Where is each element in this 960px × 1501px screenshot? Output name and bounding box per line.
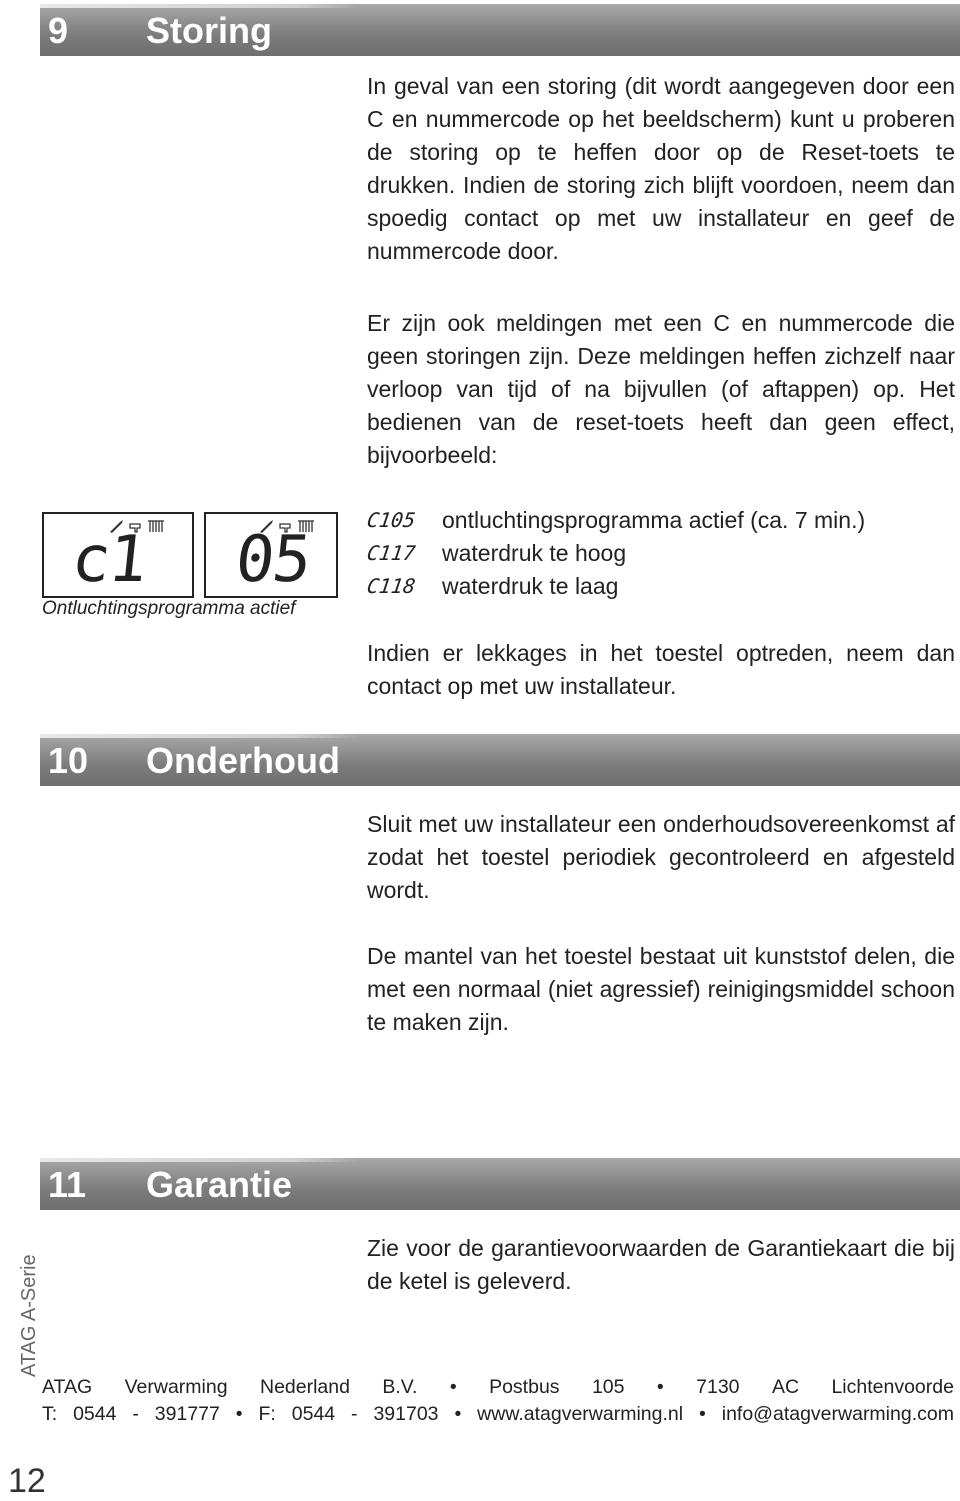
- website-link[interactable]: www.atagverwarming.nl: [477, 1403, 684, 1425]
- lcd-digits: 05: [232, 523, 313, 597]
- footer-word: Lichtenvoorde: [831, 1376, 954, 1398]
- onderhoud-paragraph-2: De mantel van het toestel bestaat uit kunststof delen, die met een normaal (niet agressief) reinigingsmiddel schoon te maken zijn.: [367, 943, 955, 1035]
- section-title: Storing: [146, 10, 272, 51]
- storing-paragraph-1: In geval van een storing (dit wordt aangegeven door een C en nummercode op het beeldscherm) kunt u proberen de storing op te heffen door op de Reset-toets te drukken. Indien de storing zich blijft voordoen, neem dan spoedig contact op met uw installateur en geef de nummercode door.: [367, 73, 955, 264]
- footer-word: -: [132, 1403, 139, 1425]
- code-description: ontluchtingsprogramma actief (ca. 7 min.): [442, 507, 866, 533]
- section-header-storing: [40, 4, 960, 56]
- section-number: 9: [48, 10, 69, 51]
- code-value: C118: [365, 574, 417, 598]
- onderhoud-paragraph-1: Sluit met uw installateur een onderhoudsovereenkomst af zodat het toestel periodiek gecontroleerd en afgesteld wordt.: [367, 811, 955, 903]
- page-number: 12: [8, 1462, 46, 1500]
- code-description: waterdruk te hoog: [442, 540, 627, 566]
- bullet-separator: •: [656, 1376, 664, 1398]
- footer-contact: [42, 1403, 954, 1426]
- bullet-separator: •: [454, 1403, 462, 1425]
- footer-word: 7130: [696, 1376, 740, 1398]
- footer-word: ATAG: [42, 1376, 93, 1398]
- section-number: 11: [48, 1164, 87, 1205]
- footer-word: Nederland: [259, 1376, 350, 1398]
- display-caption: Ontluchtingsprogramma actief: [42, 598, 296, 619]
- footer-word: B.V.: [382, 1376, 418, 1398]
- footer-word: 391777: [154, 1403, 220, 1425]
- footer-word: F:: [258, 1403, 276, 1425]
- footer-word: 391703: [373, 1403, 439, 1425]
- footer-word: T:: [42, 1403, 58, 1425]
- footer-word: AC: [771, 1376, 800, 1398]
- footer-word: -: [351, 1403, 358, 1425]
- bullet-separator: •: [235, 1403, 243, 1425]
- code-value: C105: [365, 508, 417, 532]
- email-link[interactable]: info@atagverwarming.com: [721, 1403, 954, 1425]
- section-number: 10: [48, 740, 89, 781]
- storing-paragraph-2: Er zijn ook meldingen met een C en nummercode die geen storingen zijn. Deze meldingen heffen zichzelf naar verloop van tijd of na bijvullen (of aftappen) op. Het bedienen van de reset-toets heeft dan geen effect, bijvoorbeeld:: [367, 310, 955, 468]
- garantie-paragraph: Zie voor de garantievoorwaarden de Garantiekaart die bij de ketel is geleverd.: [367, 1235, 955, 1294]
- footer-word: 105: [591, 1376, 625, 1398]
- lcd-display-right: [204, 512, 338, 598]
- storing-paragraph-3: Indien er lekkages in het toestel optreden, neem dan contact op met uw installateur.: [367, 640, 955, 699]
- section-header-garantie: [40, 1158, 960, 1210]
- lcd-display-left: [42, 512, 194, 598]
- lcd-digits: c1: [68, 523, 149, 597]
- footer-address: [42, 1376, 954, 1399]
- bullet-separator: •: [449, 1376, 457, 1398]
- section-header-onderhoud: [40, 734, 960, 786]
- section-title: Onderhoud: [146, 740, 340, 781]
- bullet-separator: •: [699, 1403, 706, 1425]
- footer-word: Postbus: [489, 1376, 560, 1398]
- footer-word: Verwarming: [124, 1376, 228, 1398]
- code-value: C117: [365, 541, 417, 565]
- section-title: Garantie: [146, 1164, 293, 1205]
- footer-word: 0544: [291, 1403, 336, 1425]
- side-label: ATAG A-Serie: [18, 1254, 40, 1377]
- code-description: waterdruk te laag: [442, 573, 619, 599]
- footer-word: 0544: [73, 1403, 117, 1425]
